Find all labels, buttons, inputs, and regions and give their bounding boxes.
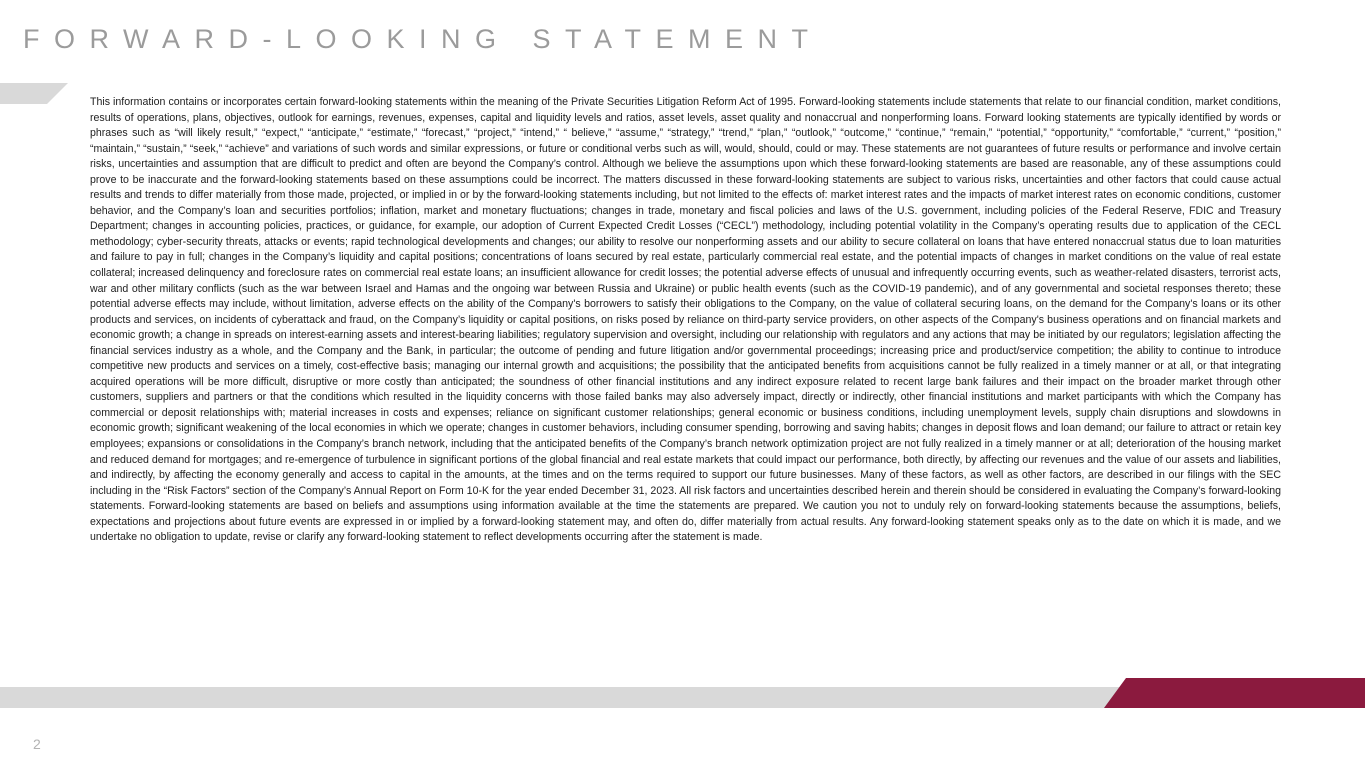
bottom-accent-band [1104, 678, 1365, 708]
top-gray-band [0, 83, 68, 104]
disclaimer-body-text: This information contains or incorporates certain forward-looking statements within the meaning of the Private Securities Litigation Reform Act of 1995. Forward-looking statements include statements that relate to our financial condition, market conditions, results of operations, plans, objectives, outlook for earnings, revenues, expenses, capital and liquidity levels and ratios, asset levels, asset quality and nonaccrual and nonperforming loans. Forward looking statements are typically identified by words or phrases such as “will likely result,” “expect,” “anticipate,” “estimate,” “forecast,” “project,” “intend,” “ believe,” “assume,” “strategy,” “trend,” “plan,” “outlook,” “outcome,” “continue,” “remain,” “potential,” “opportunity,” “comfortable,” “current,” “position,” “maintain,” “sustain,” “seek,” “achieve” and variations of such words and similar expressions, or future or conditional verbs such as will, would, should, could or may. These statements are not guarantees of future results or performance and involve certain risks, uncertainties and assumption that are difficult to predict and often are beyond the Company’s control. Although we believe the assumptions upon which these forward-looking statements are based are reasonable, any of these assumptions could prove to be inaccurate and the forward-looking statements based on these assumptions could be incorrect. The matters discussed in these forward-looking statements are subject to various risks, uncertainties and other factors that could cause actual results and trends to differ materially from those made, projected, or implied in or by the forward-looking statements including, but not limited to the effects of: market interest rates and the impacts of market interest rates on economic conditions, customer behavior, and the Company’s loan and securities portfolios; inflation, market and monetary fluctuations; changes in trade, monetary and fiscal policies and laws of the U.S. government, including policies of the Federal Reserve, FDIC and Treasury Department; changes in accounting policies, practices, or guidance, for example, our adoption of Current Expected Credit Losses (“CECL”) methodology, including potential volatility in the Company’s operating results due to application of the CECL methodology; cyber-security threats, attacks or events; rapid technological developments and changes; our ability to resolve our nonperforming assets and our ability to secure collateral on loans that have entered nonaccrual status due to loan maturities and failure to pay in full; changes in the Company’s liquidity and capital positions; concentrations of loans secured by real estate, particularly commercial real estate, and the potential impacts of changes in market conditions on the value of real estate collateral; increased delinquency and foreclosure rates on commercial real estate loans; an insufficient allowance for credit losses; the potential adverse effects of unusual and infrequently occurring events, such as weather-related disasters, terrorist acts, war and other military conflicts (such as the war between Israel and Hamas and the ongoing war between Russia and Ukraine) or public health events (such as the COVID-19 pandemic), and of any governmental and societal responses thereto; these potential adverse effects may include, without limitation, adverse effects on the ability of the Company's borrowers to satisfy their obligations to the Company, on the value of collateral securing loans, on the demand for the Company's loans or its other products and services, on incidents of cyberattack and fraud, on the Company’s liquidity or capital positions, on risks posed by reliance on third-party service providers, on other aspects of the Company's business operations and on financial markets and economic growth; a change in spreads on interest-earning assets and interest-bearing liabilities; regulatory supervision and oversight, including our relationship with regulators and any actions that may be initiated by our regulators; legislation affecting the financial services industry as a whole, and the Company and the Bank, in particular; the outcome of pending and future litigation and/or governmental proceedings; increasing price and product/service competition; the ability to continue to introduce competitive new products and services on a timely, cost-effective basis; managing our internal growth and acquisitions; the possibility that the anticipated benefits from acquisitions cannot be fully realized in a timely manner or at all, or that integrating acquired operations will be more difficult, disruptive or more costly than anticipated; the soundness of other financial institutions and any indirect exposure related to recent large bank failures and their impact on the broader market through other customers, suppliers and partners or that the conditions which resulted in the liquidity concerns with those failed banks may also adversely impact, directly or indirectly, other financial institutions and market participants with which the Company has commercial or deposit relationships with; material increases in costs and expenses; reliance on significant customer relationships; general economic or business conditions, including unemployment levels, supply chain disruptions and slowdowns in economic growth; significant weakening of the local economies in which we operate; changes in customer behaviors, including consumer spending, borrowing and saving habits; changes in deposit flows and loan demand; our failure to attract or retain key employees; expansions or consolidations in the Company’s branch network, including that the anticipated benefits of the Company’s branch network optimization project are not fully realized in a timely manner or at all; deterioration of the housing market and reduced demand for mortgages; and re-emergence of turbulence in significant portions of the global financial and real estate markets that could impact our performance, both directly, by affecting our revenues and the value of our assets and liabilities, and indirectly, by affecting the economy generally and access to capital in the amounts, at the times and on the terms required to support our future businesses. Many of these factors, as well as other factors, are described in our filings with the SEC including in the “Risk Factors” section of the Company’s Annual Report on Form 10-K for the year ended December 31, 2023. All risk factors and uncertainties described herein and therein should be considered in evaluating the Company’s forward-looking statements. Forward-looking statements are based on beliefs and assumptions using information available at the time the statements are prepared. We caution you not to unduly rely on forward-looking statements because the assumptions, beliefs, expectations and projections about future events are expressed in or implied by a forward-looking statement may, and often do, differ materially from actual results. Any forward-looking statement speaks only as to the date on which it is made, and we undertake no obligation to update, revise or clarify any forward-looking statement to reflect developments occurring after the statement is made. [90, 96, 1281, 544]
bottom-gray-band [0, 687, 1365, 708]
page-number: 2 [33, 736, 41, 752]
slide-title: FORWARD-LOOKING STATEMENT [23, 24, 823, 54]
